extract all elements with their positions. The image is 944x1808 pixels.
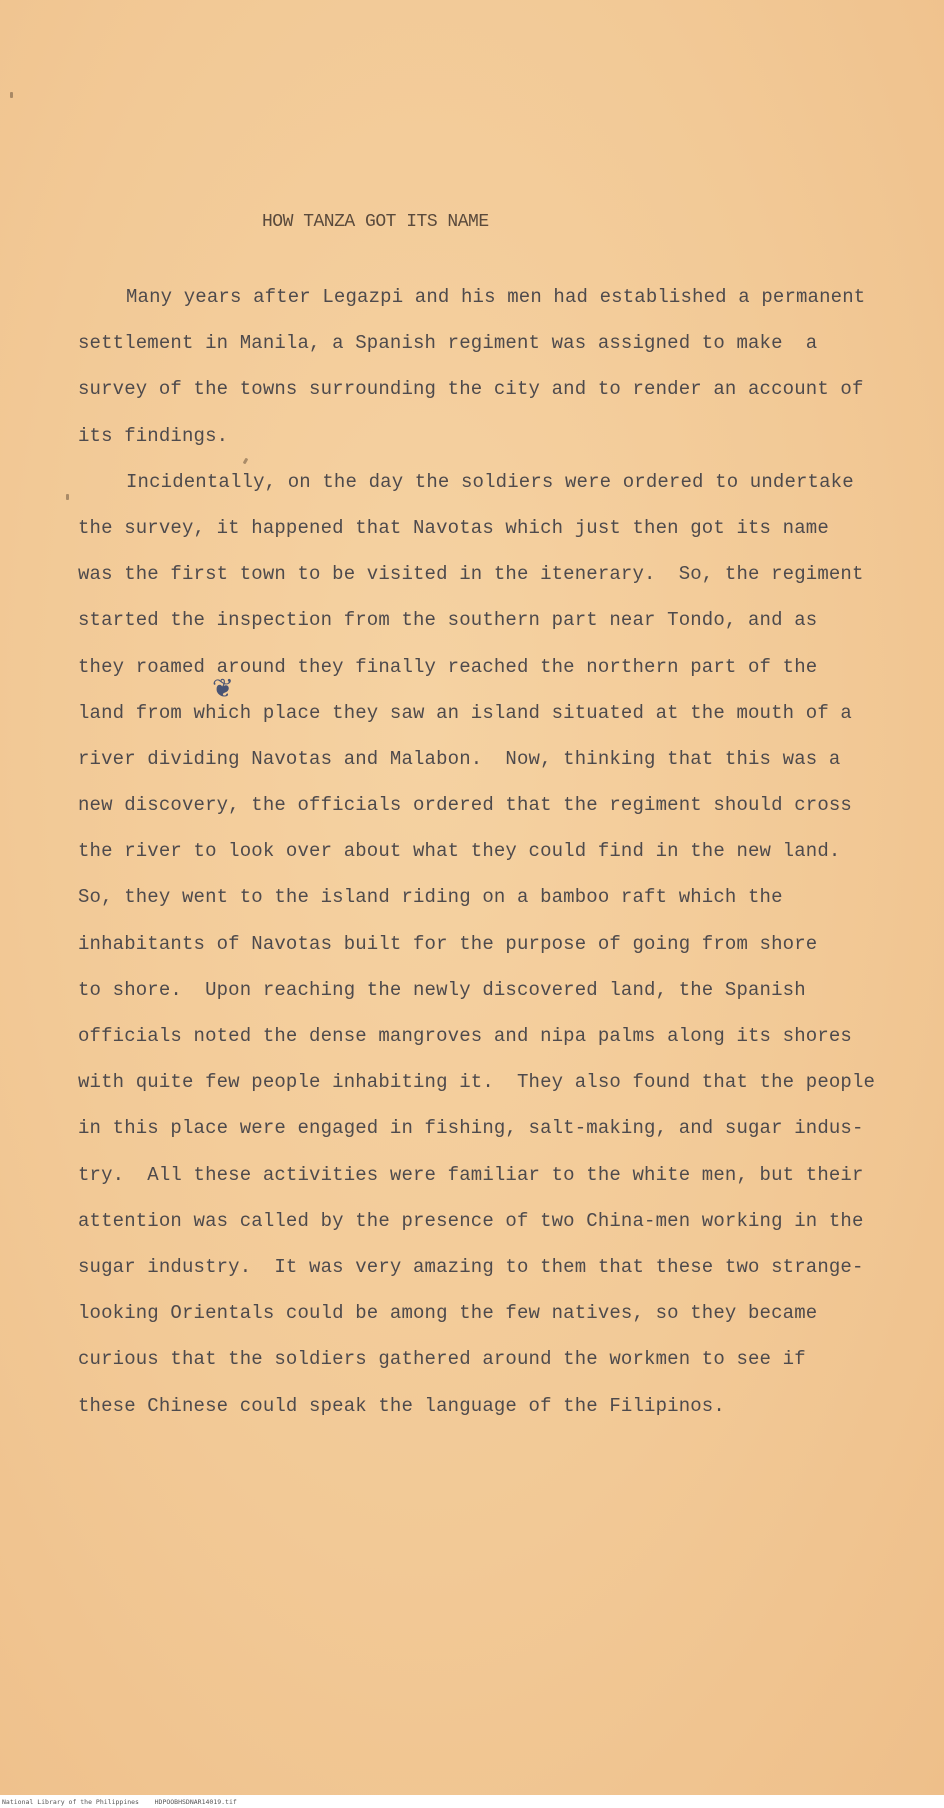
- ink-blot-mark: ❦: [212, 674, 234, 704]
- text-line: started the inspection from the southern part near Tondo, and as: [78, 609, 818, 632]
- text-line: attention was called by the presence of two China-men working in the: [78, 1209, 864, 1232]
- text-line: curious that the soldiers gathered around the workmen to see if: [78, 1348, 806, 1371]
- text-line: to shore. Upon reaching the newly discovered land, the Spanish: [78, 978, 806, 1001]
- text-line: the survey, it happened that Navotas which just then got its name: [78, 516, 829, 539]
- paper-speck: [10, 92, 13, 98]
- text-line: in this place were engaged in fishing, salt-making, and sugar indus-: [78, 1117, 864, 1140]
- text-line: Incidentally, on the day the soldiers were ordered to undertake: [126, 470, 854, 493]
- text-line: looking Orientals could be among the few natives, so they became: [78, 1302, 818, 1325]
- footer-caption: National Library of the Philippines HDPOOBHSDNAR14019.tif: [2, 1798, 237, 1806]
- text-line: these Chinese could speak the language of the Filipinos.: [78, 1394, 725, 1417]
- text-line: Many years after Legazpi and his men had established a permanent: [126, 286, 866, 308]
- text-line: sugar industry. It was very amazing to them that these two strange-: [78, 1255, 864, 1278]
- text-line: was the first town to be visited in the itenerary. So, the regiment: [78, 563, 864, 586]
- text-line: new discovery, the officials ordered that the regiment should cross: [78, 794, 852, 817]
- text-line: land from which place they saw an island situated at the mouth of a: [78, 701, 852, 724]
- text-line: the river to look over about what they could find in the new land.: [78, 840, 841, 863]
- text-line: with quite few people inhabiting it. They also found that the people: [78, 1071, 876, 1094]
- page-title: HOW TANZA GOT ITS NAME: [262, 212, 489, 232]
- text-line: its findings.: [78, 424, 229, 447]
- text-line: river dividing Navotas and Malabon. Now, thinking that this was a: [78, 747, 841, 770]
- text-line: they roamed around they finally reached the northern part of the: [78, 655, 818, 678]
- text-line: survey of the towns surrounding the city and to render an account of: [78, 378, 864, 401]
- text-line: settlement in Manila, a Spanish regiment was assigned to make a: [78, 332, 818, 355]
- text-line: officials noted the dense mangroves and nipa palms along its shores: [78, 1025, 852, 1047]
- paper-speck: [66, 494, 69, 500]
- body-text: [78, 274, 890, 1429]
- text-line: inhabitants of Navotas built for the purpose of going from shore: [78, 932, 818, 955]
- text-line: So, they went to the island riding on a bamboo raft which the: [78, 886, 783, 909]
- text-line: try. All these activities were familiar to the white men, but their: [78, 1163, 864, 1186]
